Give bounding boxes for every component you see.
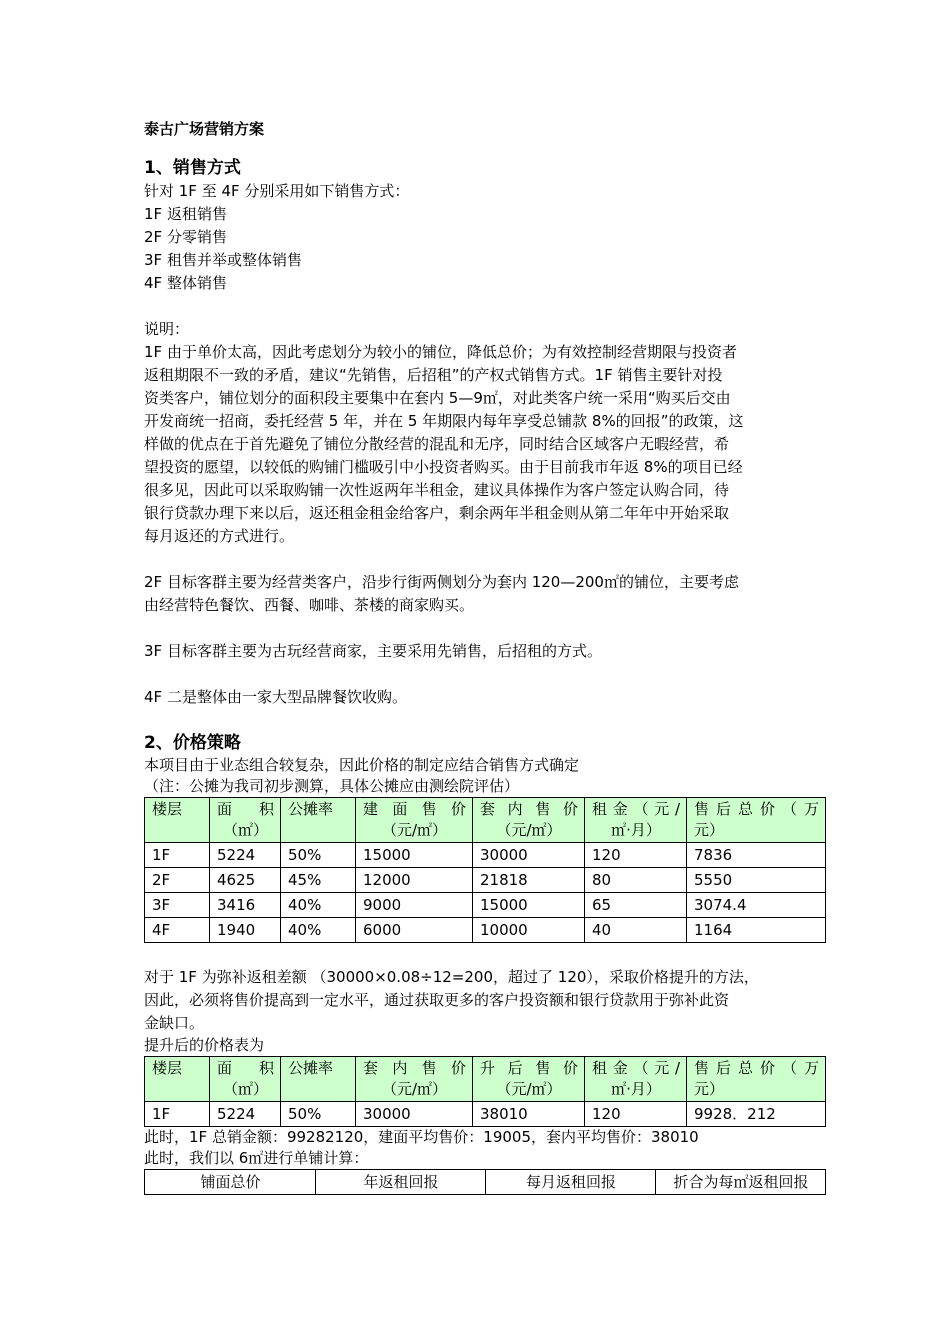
table-cell: 50% bbox=[281, 1102, 356, 1127]
return-calc-header bbox=[145, 1170, 826, 1195]
return-calc-table bbox=[144, 1169, 826, 1195]
table-cell: 7836 bbox=[687, 843, 826, 868]
header-cell: 折合为每㎡返租回报 bbox=[656, 1170, 826, 1195]
header-cell: 售后总价（万 元） bbox=[687, 1057, 826, 1102]
table-cell: 30000 bbox=[473, 843, 585, 868]
paragraph-1f-line: 银行贷款办理下来以后，返还租金租金给客户，剩余两年半租金则从第二年年中开始采取 bbox=[144, 504, 730, 522]
paragraph-1f-line: 样做的优点在于首先避免了铺位分散经营的混乱和无序，同时结合区域客户无暇经营，希 bbox=[144, 435, 730, 453]
adjusted-price-table-header bbox=[145, 1057, 826, 1102]
sales-summary: 此时，1F 总销金额：99282120，建面平均售价：19005，套内平均售价：38010 bbox=[144, 1128, 699, 1146]
table-cell: 12000 bbox=[356, 868, 473, 893]
table-cell: 38010 bbox=[473, 1102, 585, 1127]
price-adjust-line: 金缺口。 bbox=[144, 1014, 205, 1032]
paragraph-2f-line: 2F 目标客群主要为经营类客户，沿步行街两侧划分为套内 120—200㎡的铺位，主要考虑 bbox=[144, 573, 739, 591]
table-cell: 50% bbox=[281, 843, 356, 868]
header-cell: 建 面 售 价 （元/㎡） bbox=[356, 798, 473, 843]
section-2-heading: 2、价格策略 bbox=[144, 733, 241, 753]
header-cell: 年返租回报 bbox=[316, 1170, 486, 1195]
floor-method-1f: 1F 返租销售 bbox=[144, 205, 227, 223]
floor-method-2f: 2F 分零销售 bbox=[144, 228, 227, 246]
table-cell: 3F bbox=[145, 893, 210, 918]
document-page bbox=[144, 118, 826, 1195]
table-cell: 1F bbox=[145, 1102, 210, 1127]
table-cell: 2F bbox=[145, 868, 210, 893]
paragraph-1f-line: 很多见，因此可以采取购铺一次性返两年半租金，建议具体操作为客户签定认购合同，待 bbox=[144, 481, 730, 499]
paragraph-3f: 3F 目标客群主要为古玩经营商家，主要采用先销售，后招租的方式。 bbox=[144, 642, 602, 660]
paragraph-1f-line: 望投资的愿望，以较低的购铺门槛吸引中小投资者购买。由于目前我市年返 8%的项目已经 bbox=[144, 458, 743, 476]
table-cell: 4625 bbox=[210, 868, 281, 893]
table-row bbox=[145, 1102, 826, 1127]
table-cell: 4F bbox=[145, 918, 210, 943]
table-cell: 1F bbox=[145, 843, 210, 868]
table-cell: 30000 bbox=[356, 1102, 473, 1127]
paragraph-1f-line: 返租期限不一致的矛盾，建议“先销售，后招租”的产权式销售方式。1F 销售主要针对投 bbox=[144, 366, 723, 384]
table-cell: 15000 bbox=[473, 893, 585, 918]
header-cell: 公摊率 bbox=[281, 1057, 356, 1102]
table-cell: 45% bbox=[281, 868, 356, 893]
table-cell: 40% bbox=[281, 918, 356, 943]
note-label: 说明： bbox=[144, 320, 190, 338]
table-cell: 65 bbox=[585, 893, 687, 918]
table-cell: 1940 bbox=[210, 918, 281, 943]
paragraph-1f bbox=[144, 341, 826, 548]
table-row bbox=[145, 893, 826, 918]
header-cell: 租金（元/ ㎡·月） bbox=[585, 798, 687, 843]
header-cell: 面 积 （㎡） bbox=[210, 1057, 281, 1102]
header-cell: 租金（元/ ㎡·月） bbox=[585, 1057, 687, 1102]
table-row bbox=[145, 868, 826, 893]
price-table bbox=[144, 797, 826, 943]
floor-method-4f: 4F 整体销售 bbox=[144, 274, 227, 292]
table-cell: 6000 bbox=[356, 918, 473, 943]
paragraph-1f-line: 资类客户，铺位划分的面积段主要集中在套内 5—9㎡，对此类客户统一采用“购买后交由 bbox=[144, 389, 731, 407]
table-cell: 9000 bbox=[356, 893, 473, 918]
table-cell: 3416 bbox=[210, 893, 281, 918]
table-cell: 15000 bbox=[356, 843, 473, 868]
table-cell: 80 bbox=[585, 868, 687, 893]
header-cell: 楼层 bbox=[145, 1057, 210, 1102]
price-adjust-line: 对于 1F 为弥补返租差额 （30000×0.08÷12=200，超过了 120），采取价格提升的方法， bbox=[144, 968, 759, 986]
table-2-caption: 提升后的价格表为 bbox=[144, 1036, 265, 1054]
section-2-intro: 本项目由于业态组合较复杂，因此价格的制定应结合销售方式确定 bbox=[144, 756, 580, 774]
table-cell: 5550 bbox=[687, 868, 826, 893]
paragraph-4f: 4F 二是整体由一家大型品牌餐饮收购。 bbox=[144, 688, 407, 706]
table-cell: 40% bbox=[281, 893, 356, 918]
adjusted-price-table bbox=[144, 1056, 826, 1127]
section-2-note: （注：公摊为我司初步测算，具体公摊应由测绘院评估） bbox=[144, 777, 520, 795]
header-cell: 铺面总价 bbox=[145, 1170, 316, 1195]
header-cell: 套 内 售 价 （元/㎡） bbox=[356, 1057, 473, 1102]
table-cell: 40 bbox=[585, 918, 687, 943]
document-title: 泰古广场营销方案 bbox=[144, 120, 265, 138]
header-cell: 每月返租回报 bbox=[486, 1170, 656, 1195]
floor-method-3f: 3F 租售并举或整体销售 bbox=[144, 251, 302, 269]
table-cell: 10000 bbox=[473, 918, 585, 943]
section-1-heading: 1、销售方式 bbox=[144, 158, 241, 178]
paragraph-1f-line: 每月返还的方式进行。 bbox=[144, 527, 295, 545]
table-cell: 120 bbox=[585, 1102, 687, 1127]
price-table-header bbox=[145, 798, 826, 843]
section-1-intro: 针对 1F 至 4F 分别采用如下销售方式： bbox=[144, 182, 410, 200]
calc-intro: 此时，我们以 6㎡进行单铺计算： bbox=[144, 1149, 369, 1167]
table-cell: 9928．212 bbox=[687, 1102, 826, 1127]
header-cell: 售后总价（万 元） bbox=[687, 798, 826, 843]
table-cell: 3074.4 bbox=[687, 893, 826, 918]
header-cell: 公摊率 bbox=[281, 798, 356, 843]
table-cell: 5224 bbox=[210, 1102, 281, 1127]
table-row bbox=[145, 843, 826, 868]
header-cell: 套 内 售 价 （元/㎡） bbox=[473, 798, 585, 843]
header-cell: 楼层 bbox=[145, 798, 210, 843]
table-cell: 120 bbox=[585, 843, 687, 868]
table-cell: 1164 bbox=[687, 918, 826, 943]
header-cell: 升 后 售 价 （元/㎡） bbox=[473, 1057, 585, 1102]
paragraph-1f-line: 1F 由于单价太高，因此考虑划分为较小的铺位，降低总价；为有效控制经营期限与投资者 bbox=[144, 343, 737, 361]
paragraph-2f-line: 由经营特色餐饮、西餐、咖啡、茶楼的商家购买。 bbox=[144, 596, 475, 614]
table-cell: 5224 bbox=[210, 843, 281, 868]
table-cell: 21818 bbox=[473, 868, 585, 893]
header-cell: 面 积 （㎡） bbox=[210, 798, 281, 843]
paragraph-1f-line: 开发商统一招商，委托经营 5 年，并在 5 年期限内每年享受总铺款 8%的回报”的政策，这 bbox=[144, 412, 744, 430]
table-row bbox=[145, 918, 826, 943]
paragraph-2f bbox=[144, 571, 826, 617]
paragraph-price-adjust bbox=[144, 966, 826, 1035]
price-adjust-line: 因此，必须将售价提高到一定水平，通过获取更多的客户投资额和银行贷款用于弥补此资 bbox=[144, 991, 730, 1009]
